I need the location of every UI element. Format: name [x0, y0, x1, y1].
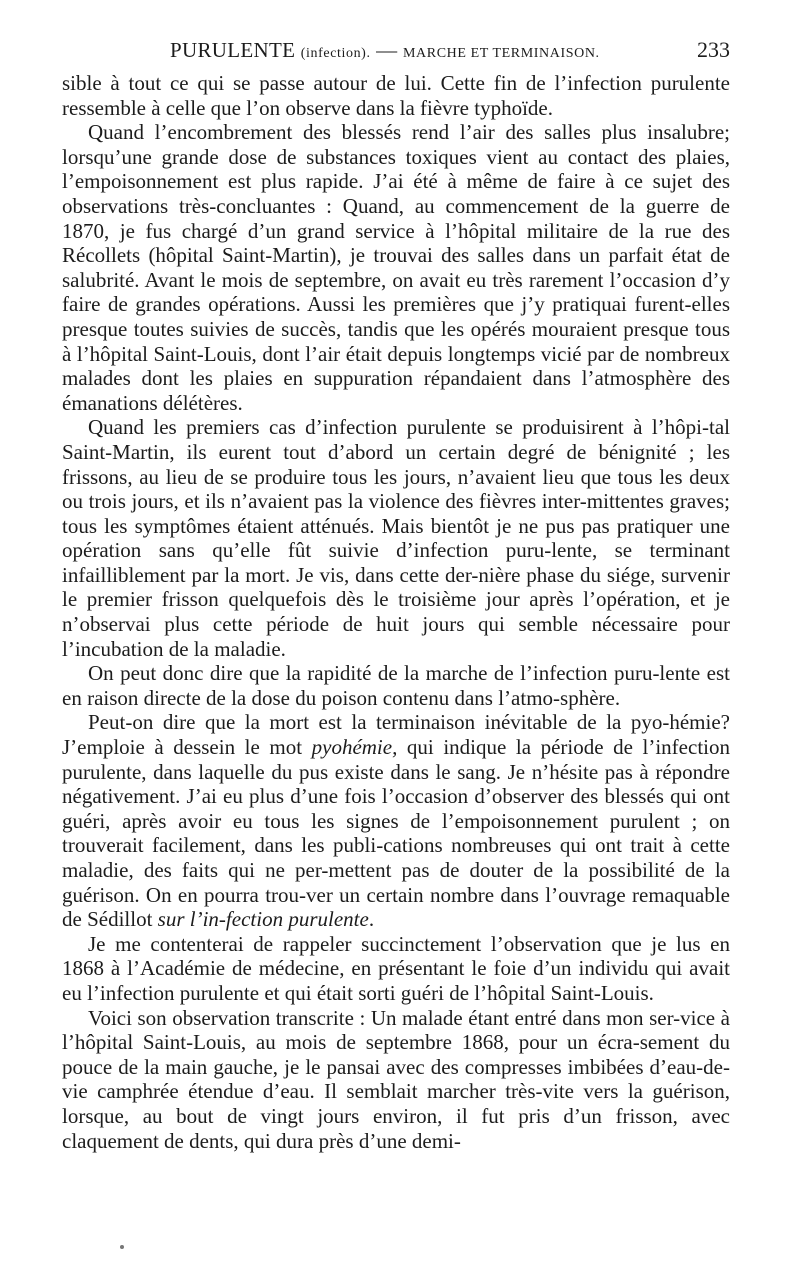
header-title: PURULENTE [170, 38, 296, 62]
ink-speck [120, 1245, 124, 1249]
paragraph-5-before: Peut-on dire que la mort est la terminaison inévitable de la pyo-hémie? J’emploie à dessein le mot [62, 710, 730, 760]
paragraph-5 [62, 710, 730, 931]
paragraph-5-end: . [368, 907, 375, 932]
body-text [62, 71, 730, 1153]
term-pyohemie: pyohémie, [311, 735, 398, 760]
header-paren-label: (infection). [300, 46, 371, 61]
paragraph-6: Je me contenterai de rappeler succinctement l’observation que je lus en 1868 à l’Académie de médecine, en présentant le foie d’un individu qui avait eu l’infection purulente et qui était sorti guéri de l’hôpital Saint-Louis. [62, 931, 730, 1005]
header-section: MARCHE ET TERMINAISON. [403, 46, 600, 61]
paragraph-2: Quand l’encombrement des blessés rend l’air des salles plus insalubre; lorsqu’une grande dose de substances toxiques vient au contact des plaies, l’empoisonnement est plus rapide. J’ai été à même de faire à ce sujet des observations très-concluantes : Quand, au commencement de la guerre de 1870, je fus chargé d’un grand service à l’hôpital militaire de la rue des Récollets (hôpital Saint-Martin), je trouvai des salles dans un parfait état de salubrité. Avant le mois de septembre, on avait eu très rarement l’occasion d’y faire de grandes opérations. Aussi les premières que j’y pratiquai furent-elles presque toutes suivies de succès, tandis que les opérés mouraient presque tous à l’hôpital Saint-Louis, dont l’air était depuis longtemps vicié par de nombreux malades dont les plaies en suppuration répandaient dans l’atmosphère des émanations délétères. [62, 120, 730, 415]
book-title-reference: sur l’in-fection purulente [157, 907, 369, 932]
paragraph-3: Quand les premiers cas d’infection purulente se produisirent à l’hôpi-tal Saint-Martin, ils eurent tout d’abord un certain degré de bénignité ; les frissons, au lieu de se produire tous les jours, n’avaient lieu que tous les deux ou trois jours, et ils n’avaient pas la violence des fièvres inter-mittentes graves; tous les symptômes étaient atténués. Mais bientôt je ne pus pas pratiquer une opération sans qu’elle fût suivie d’infection puru-lente, se terminant infailliblement par la mort. Je vis, dans cette der-nière phase du siége, survenir le premier frisson quelquefois dès le troisième jour après l’opération, et je n’observai plus cette période de huit jours qui semble nécessaire pour l’incubation de la maladie. [62, 415, 730, 661]
running-header [170, 38, 730, 66]
paragraph-4: On peut donc dire que la rapidité de la marche de l’infection puru-lente est en raison directe de la dose du poison contenu dans l’atmo-sphère. [62, 661, 730, 710]
header-dash: — [376, 38, 398, 62]
paragraph-7: Voici son observation transcrite : Un malade étant entré dans mon ser-vice à l’hôpital Saint-Louis, au mois de septembre 1868, pour un écra-sement du pouce de la main gauche, je le pansai avec des compresses imbibées d’eau-de-vie camphrée étendue d’eau. Il semblait marcher très-vite vers la guérison, lorsque, au bout de vingt jours environ, il fut pris d’un frisson, avec claquement de dents, qui dura près d’une demi- [62, 1005, 730, 1153]
paragraph-1: sible à tout ce qui se passe autour de lui. Cette fin de l’infection purulente ressemble à celle que l’on observe dans la fièvre typhoïde. [62, 71, 730, 120]
page-number: 233 [697, 37, 730, 62]
paragraph-5-after: qui indique la période de l’infection purulente, dans laquelle du pus existe dans le sang. Je n’hésite pas à répondre négativement. J’ai eu plus d’une fois l’occasion d’observer des blessés qui ont guéri, après avoir eu tous les signes de l’empoisonnement purulent ; on trouverait facilement, dans les publi-cations nombreuses qui ont trait à cette maladie, des faits qui ne per-mettent pas de douter de la possibilité de la guérison. On en pourra trou-ver un certain nombre dans l’ouvrage remaquable de Sédillot [62, 735, 730, 932]
header-title-group [170, 38, 600, 66]
